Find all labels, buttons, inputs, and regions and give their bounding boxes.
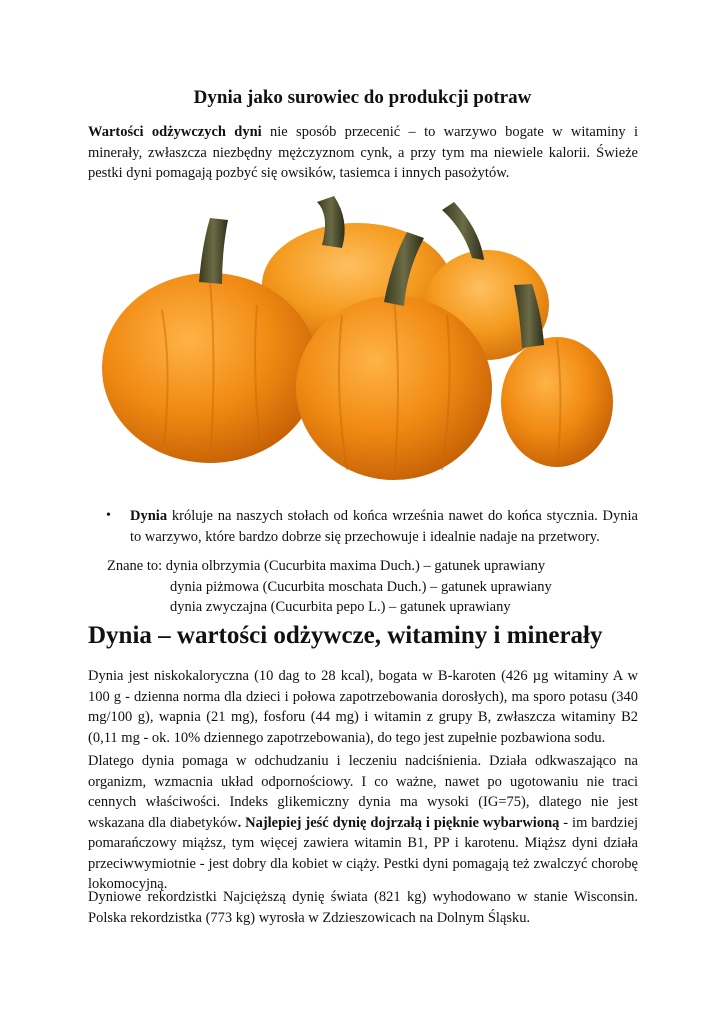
bullet-item bbox=[106, 506, 638, 547]
known-row bbox=[107, 556, 552, 577]
known-item: dynia piżmowa (Cucurbita moschata Duch.) – gatunek uprawiany bbox=[170, 578, 552, 595]
known-item: dynia olbrzymia (Cucurbita maxima Duch.) – gatunek uprawiany bbox=[165, 558, 546, 574]
records-paragraph: Dyniowe rekordzistki Najcięższą dynię świata (821 kg) wyhodowano w stanie Wisconsin. Polska rekordzistka (773 kg) wyrosła w Zdzieszowicach na Dolnym Śląsku. bbox=[88, 889, 638, 926]
bullet-bold: Dynia bbox=[130, 508, 168, 524]
bullet-dot-icon: • bbox=[106, 508, 111, 523]
bullet-text bbox=[130, 506, 638, 547]
intro-bold: Wartości odżywczych dyni bbox=[88, 124, 262, 140]
known-row bbox=[107, 597, 552, 618]
known-species-list bbox=[107, 556, 552, 618]
nutrition-paragraph: Dynia jest niskokaloryczna (10 dag to 28 kcal), bogata w B-karoten (426 µg witaminy A w 100 g - dzienna norma dla dzieci i połowa zapotrzebowania dorosłych), ma sporo potasu (340 mg/100 g), wapnia (21 mg), fosforu (44 mg) i witamin z grupy B, zwłaszcza witaminy B2 (0,11 mg - ok. 10% dziennego zapotrzebowania), do tego jest zupełnie pozbawiona sodu. bbox=[88, 668, 638, 746]
known-row bbox=[107, 577, 552, 598]
section-heading: Dynia – wartości odżywcze, witaminy i minerały bbox=[88, 622, 603, 649]
health-paragraph bbox=[88, 751, 638, 895]
intro-text: nie sposób przecenić – to warzywo bogate w witaminy i minerały, zwłaszcza niezbędny mężczyznom cynk, a przy tym ma niewiele kalorii. Świeże pestki dyni pomagają pozbyć się owsików, tasiemca i innych pasożytów. bbox=[88, 124, 638, 181]
page-title: Dynia jako surowiec do produkcji potraw bbox=[193, 87, 532, 108]
health-text-before: Dlatego dynia pomaga w odchudzaniu i leczeniu nadciśnienia. Działa odkwaszająco na organizm, wzmacnia układ odpornościowy. I co ważne, nawet po ugotowaniu nie traci cennych właściwości. Indeks glikemiczny dynia ma wysoki (IG=75), dlatego nie jest wskazana dla diabetyków bbox=[88, 753, 638, 831]
known-item: dynia zwyczajna (Cucurbita pepo L.) – gatunek uprawiany bbox=[170, 599, 511, 615]
health-bold: . Najlepiej jeść dynię dojrzałą i pięknie wybarwioną bbox=[237, 814, 560, 831]
intro-paragraph bbox=[88, 122, 638, 184]
health-text-after: - im bardziej pomarańczowy miąższ, tym więcej zawiera witamin B1, PP i karotenu. Miąższ dyni działa przeciwwymiotnie - jest dobry dla kobiet w ciąży. Pestki dyni pomagają też zwalczyć chorobę lokomocyjną. bbox=[88, 814, 638, 892]
known-label: Znane to: bbox=[107, 558, 166, 574]
pumpkins-photo bbox=[102, 190, 622, 485]
bullet-body: króluje na naszych stołach od końca września nawet do końca stycznia. Dynia to warzywo, które bardzo dobrze się przechowuje i idealnie nadaje na przetwory. bbox=[130, 508, 638, 545]
